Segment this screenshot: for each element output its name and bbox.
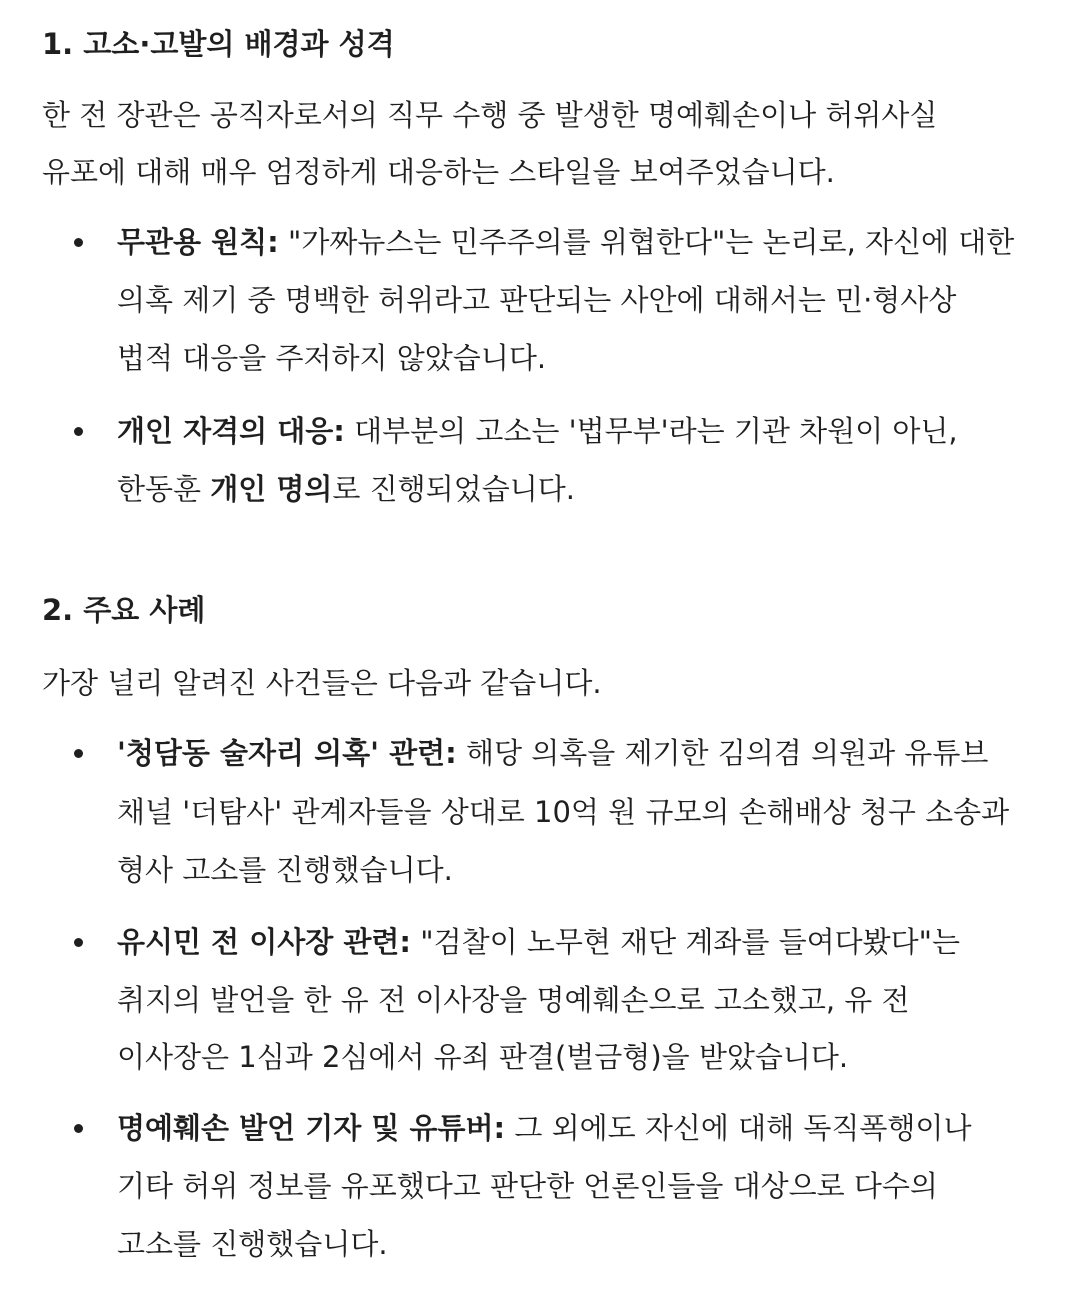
paragraph-line: 한 전 장관은 공직자로서의 직무 수행 중 발생한 명예훼손이나 허위사실 xyxy=(42,98,938,132)
item-text: 이사장은 1심과 2심에서 유죄 판결(벌금형)을 받았습니다. xyxy=(117,1040,849,1074)
item-emphasis: 개인 명의 xyxy=(210,472,333,506)
item-text: 취지의 발언을 한 유 전 이사장을 명예훼손으로 고소했고, 유 전 xyxy=(117,983,910,1017)
bullet-icon xyxy=(74,427,83,436)
item-text: 한동훈 xyxy=(117,472,211,506)
item-text: "검찰이 노무현 재단 계좌를 들여다봤다"는 xyxy=(411,925,961,959)
section-heading: 1. 고소·고발의 배경과 성격 xyxy=(42,27,395,61)
item-text: 의혹 제기 중 명백한 허위라고 판단되는 사안에 대해서는 민·형사상 xyxy=(117,283,957,317)
item-label: 개인 자격의 대응: xyxy=(117,414,345,448)
item-text: 기타 허위 정보를 유포했다고 판단한 언론인들을 대상으로 다수의 xyxy=(117,1169,938,1203)
bullet-icon xyxy=(74,938,83,947)
item-label: '청담동 술자리 의혹' 관련: xyxy=(117,736,457,770)
item-label: 유시민 전 이사장 관련: xyxy=(117,925,412,959)
item-text: 형사 고소를 진행했습니다. xyxy=(117,853,453,887)
item-text: 그 외에도 자신에 대해 독직폭행이나 xyxy=(505,1111,972,1145)
bullet-icon xyxy=(74,238,83,247)
item-text: 해당 의혹을 제기한 김의겸 의원과 유튜브 xyxy=(456,736,989,770)
item-text: 법적 대응을 주저하지 않았습니다. xyxy=(117,341,547,375)
section-heading: 2. 주요 사례 xyxy=(42,593,206,627)
item-label: 무관용 원칙: xyxy=(117,225,279,259)
paragraph-line: 가장 널리 알려진 사건들은 다음과 같습니다. xyxy=(42,666,602,700)
item-text: 로 진행되었습니다. xyxy=(332,472,575,506)
bullet-icon xyxy=(74,749,83,758)
item-text: 고소를 진행했습니다. xyxy=(117,1227,388,1261)
bullet-icon xyxy=(74,1124,83,1133)
item-text: "가짜뉴스는 민주주의를 위협한다"는 논리로, 자신에 대한 xyxy=(278,225,1015,259)
paragraph-line: 유포에 대해 매우 엄정하게 대응하는 스타일을 보여주었습니다. xyxy=(42,155,835,189)
item-text: 대부분의 고소는 '법무부'라는 기관 차원이 아닌, xyxy=(344,414,958,448)
item-label: 명예훼손 발언 기자 및 유튜버: xyxy=(117,1111,506,1145)
item-text: 채널 '더탐사' 관계자들을 상대로 10억 원 규모의 손해배상 청구 소송과 xyxy=(117,795,1010,829)
